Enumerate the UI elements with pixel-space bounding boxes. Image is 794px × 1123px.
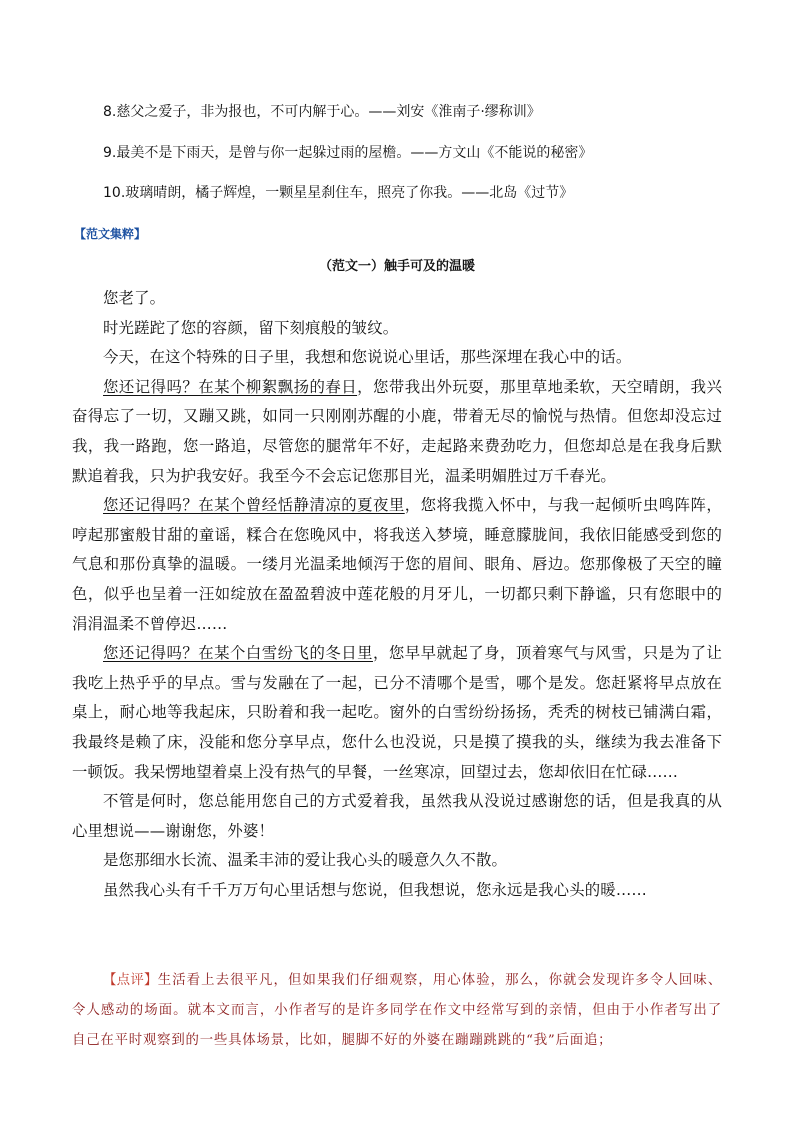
paragraph-9: 虽然我心头有千千万万句心里话想与您说，但我想说，您永远是我心头的暖…… <box>103 880 647 899</box>
paragraph-1: 您老了。 <box>103 289 166 307</box>
essay-body <box>72 284 722 905</box>
paragraph-text: ，您将我揽入怀中，与我一起倾听虫鸣阵阵，哼起那蜜般甘甜的童谣，糅合在您晚风中，将我送入梦境，睡意朦胧间，我依旧能感受到您的气息和那份真挚的温暖。一缕月光温柔地倾泻于您的眉间、眼角、唇边。您那像极了天空的瞳色，似乎也呈着一汪如绽放在盈盈碧波中莲花般的月牙儿，一切都只剩下静谧，只有您眼中的涓涓温柔不曾停迟…… <box>72 496 722 633</box>
paragraph-text: ，您带我出外玩耍，那里草地柔软，天空晴朗，我兴奋得忘了一切，又蹦又跳，如同一只刚刚苏醒的小鹿，带着无尽的愉悦与热情。但您却没忘过我，我一路跑，您一路追，尽管您的腿常年不好，走起路来费劲吃力，但您却总是在我身后默默追着我，只为护我安好。我至今不会忘记您那目光，温柔明媚胜过万千春光。 <box>72 377 723 485</box>
comment-text: 生活看上去很平凡，但如果我们仔细观察，用心体验，那么，你就会发现许多令人回味、令人感动的场面。就本文而言，小作者写的是许多同学在作文中经常写到的亲情，但由于小作者写出了自己在平时观察到的一些具体场景，比如，腿脚不好的外婆在蹦蹦跳跳的“我”后面追； <box>72 973 723 1048</box>
paragraph-4 <box>72 373 722 491</box>
paragraph-6 <box>72 639 722 787</box>
paragraph-5 <box>72 491 722 639</box>
section-heading: 【范文集粹】 <box>74 227 147 241</box>
quote-8: 8.慈父之爱子，非为报也，不可内解于心。——刘安《淮南子·缪称训》 <box>103 104 541 120</box>
underlined-phrase: 您还记得吗？在某个白雪纷飞的冬日里 <box>103 644 373 663</box>
quote-9: 9.最美不是下雨天，是曾与你一起躲过雨的屋檐。——方文山《不能说的秘密》 <box>103 145 593 161</box>
paragraph-8: 是您那细水长流、温柔丰沛的爱让我心头的暖意久久不散。 <box>103 851 508 870</box>
quote-10: 10.玻璃晴朗，橘子辉煌，一颗星星刹住车，照亮了你我。——北岛《过节》 <box>103 185 574 201</box>
paragraph-text: ，您早早就起了身，顶着寒气与风雪，只是为了让我吃上热乎乎的早点。雪与发融在了一起，已分不清哪个是雪，哪个是发。您赶紧将早点放在桌上，耐心地等我起床，只盼着和我一起吃。窗外的白雪纷纷扬扬，秃秃的树枝已铺满白霜，我最终是赖了床，没能和您分享早点，您什么也没说，只是摸了摸我的头，继续为我去准备下一顿饭。我呆愣地望着桌上没有热气的早餐，一丝寒凉，回望过去，您却依旧在忙碌…… <box>72 644 722 781</box>
comment-tag: 【点评】 <box>103 973 158 988</box>
underlined-phrase: 您还记得吗？在某个曾经恬静清凉的夏夜里 <box>103 496 405 515</box>
essay-title: （范文一）触手可及的温暖 <box>318 259 475 274</box>
paragraph-3: 今天，在这个特殊的日子里，我想和您说说心里话，那些深埋在我心中的话。 <box>103 348 632 367</box>
paragraph-2: 时光蹉跎了您的容颜，留下刻痕般的皱纹。 <box>103 318 399 337</box>
paragraph-7: 不管是何时，您总能用您自己的方式爱着我，虽然我从没说过感谢您的话，但是我真的从心里想说——谢谢您，外婆！ <box>72 792 722 840</box>
review-comment <box>72 966 722 1056</box>
underlined-phrase: 您还记得吗？在某个柳絮飘扬的春日 <box>103 377 358 396</box>
